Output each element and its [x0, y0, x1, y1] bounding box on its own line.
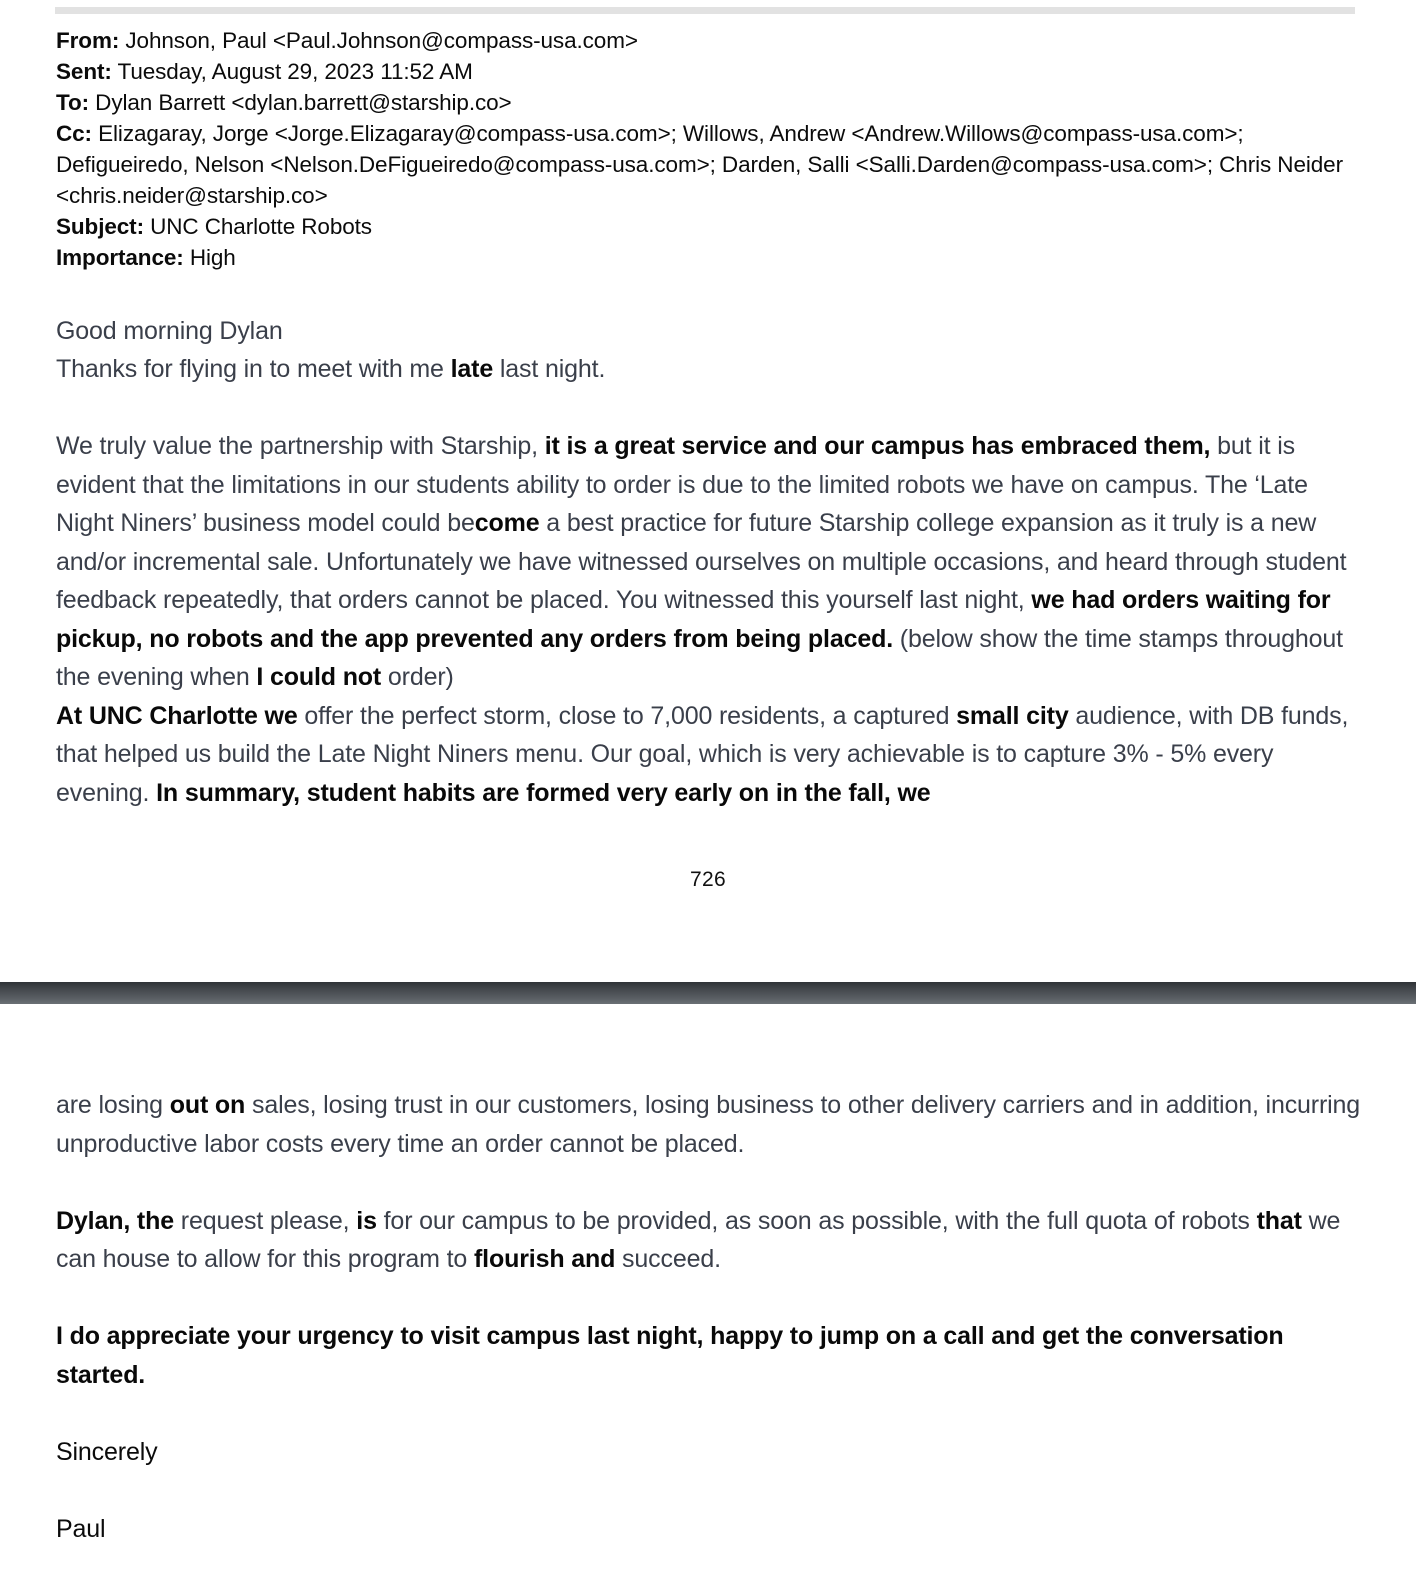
paragraph-4 [56, 1202, 1372, 1279]
p4-run-b: request please, [173, 1206, 350, 1235]
sent-label: Sent: [56, 59, 112, 84]
p1-run-c: but it is evident that the limitations in our students ability to order is due to the limited robots we have on campus. The ‘Late Night Niners’ business model could be [56, 432, 1308, 537]
p3-run-c: sales, losing trust in our customers, losing business to other delivery carriers and in addition, incurring unproductive labor costs every time an order cannot be placed. [56, 1091, 1361, 1158]
p4-run-d: for our campus to be provided, as soon as possible, with the full quota of robots [376, 1206, 1257, 1235]
from-label: From: [56, 28, 120, 53]
importance-value: High [183, 245, 236, 270]
p1-run-e: a best practice for future Starship college expansion as it truly is a new and/or incremental sale. Unfortunately we have witnessed ourselves on multiple occasions, and heard through student feedback repeatedly, that orders cannot be placed. You witnessed this yourself last night, [56, 509, 1347, 614]
email-to-line [56, 87, 1380, 118]
to-value: Dylan Barrett <dylan.barrett@starship.co> [89, 90, 512, 115]
p4-run-h: succeed. [615, 1245, 721, 1273]
greeting-text: Good morning Dylan [56, 316, 283, 345]
sent-value: Tuesday, August 29, 2023 11:52 AM [111, 59, 473, 84]
paragraph-gap-4 [56, 1394, 1372, 1433]
p4-run-c: is [349, 1206, 377, 1235]
p1-run-i: order) [381, 663, 454, 691]
paragraph-2 [56, 697, 1372, 813]
signature-gap [56, 1471, 1372, 1510]
email-subject-line [56, 211, 1380, 242]
subject-value: UNC Charlotte Robots [143, 214, 372, 239]
p4-run-e: that [1256, 1206, 1302, 1235]
p1-run-g: (below show the time stamps throughout the evening when [56, 624, 1343, 691]
p2-run-a: At UNC Charlotte we [56, 701, 298, 730]
p3-run-b: out on [169, 1091, 246, 1119]
paragraph-gap-2 [56, 1163, 1372, 1202]
from-value: Johnson, Paul <Paul.Johnson@compass-usa.com> [119, 28, 638, 53]
p4-run-a: Dylan, the [56, 1206, 174, 1235]
p4-run-f: we can house to allow for this program to [56, 1206, 1341, 1273]
p1-run-h: I could not [256, 663, 382, 691]
paragraph-3 [56, 1086, 1372, 1163]
paragraph-gap-3 [56, 1279, 1372, 1318]
thanks-emphasis: late [450, 355, 494, 383]
closing-line: Sincerely [56, 1437, 158, 1466]
header-body-gap [56, 273, 1380, 312]
email-from-line [56, 25, 1380, 56]
p3-run-a: are losing [56, 1091, 170, 1119]
cc-value: Elizagaray, Jorge <Jorge.Elizagaray@compass-usa.com>; Willows, Andrew <Andrew.Willows@compass-usa.com>; Defigueiredo, Nelson <Nelson.DeFigueiredo@compass-usa.com>; Darden, Salli <Salli.Darden@compass-usa.com>; Chris Neider <chris.neider@starship.co> [56, 121, 1343, 208]
thanks-text-1: Thanks for flying in to meet with me [56, 355, 451, 383]
email-cc-line [56, 118, 1380, 211]
page-number: 726 [690, 868, 726, 891]
p2-run-e: In summary, student habits are formed very early on in the fall, we [156, 778, 931, 807]
subject-label: Subject: [56, 214, 144, 239]
p2-run-b: offer the perfect storm, close to 7,000 residents, a captured [297, 701, 957, 730]
p1-run-b: it is a great service and our campus has embraced them, [544, 432, 1211, 460]
p1-run-a: We truly value the partnership with Starship, [56, 432, 545, 460]
greeting-line [56, 312, 1372, 351]
p1-run-f: we had orders waiting for pickup, no robots and the app prevented any orders from being placed. [56, 586, 1331, 653]
to-label: To: [56, 90, 90, 115]
thanks-text-2: last night. [493, 355, 606, 383]
thanks-line [56, 350, 1372, 389]
signature-name: Paul [56, 1514, 106, 1543]
page-break-separator [0, 982, 1416, 1004]
paragraph-1 [56, 427, 1372, 697]
email-body-page-1 [56, 312, 1372, 813]
p4-run-g: flourish and [473, 1245, 616, 1273]
email-body-page-2 [56, 1086, 1372, 1548]
email-importance-line [56, 242, 1380, 273]
paragraph-5: I do appreciate your urgency to visit campus last night, happy to jump on a call and get the conversation started. [56, 1322, 1284, 1389]
importance-label: Importance: [56, 245, 184, 270]
email-header-block [56, 25, 1380, 273]
email-sent-line [56, 56, 1380, 87]
p2-run-c: small city [956, 701, 1069, 730]
document-page-2 [0, 1004, 1416, 1548]
cc-label: Cc: [56, 121, 92, 146]
paragraph-gap-1 [56, 389, 1372, 428]
p2-run-d: audience, with DB funds, that helped us build the Late Night Niners menu. Our goal, which is very achievable is to capture 3% - 5% every evening. [56, 701, 1349, 807]
p1-run-d: come [474, 509, 540, 537]
